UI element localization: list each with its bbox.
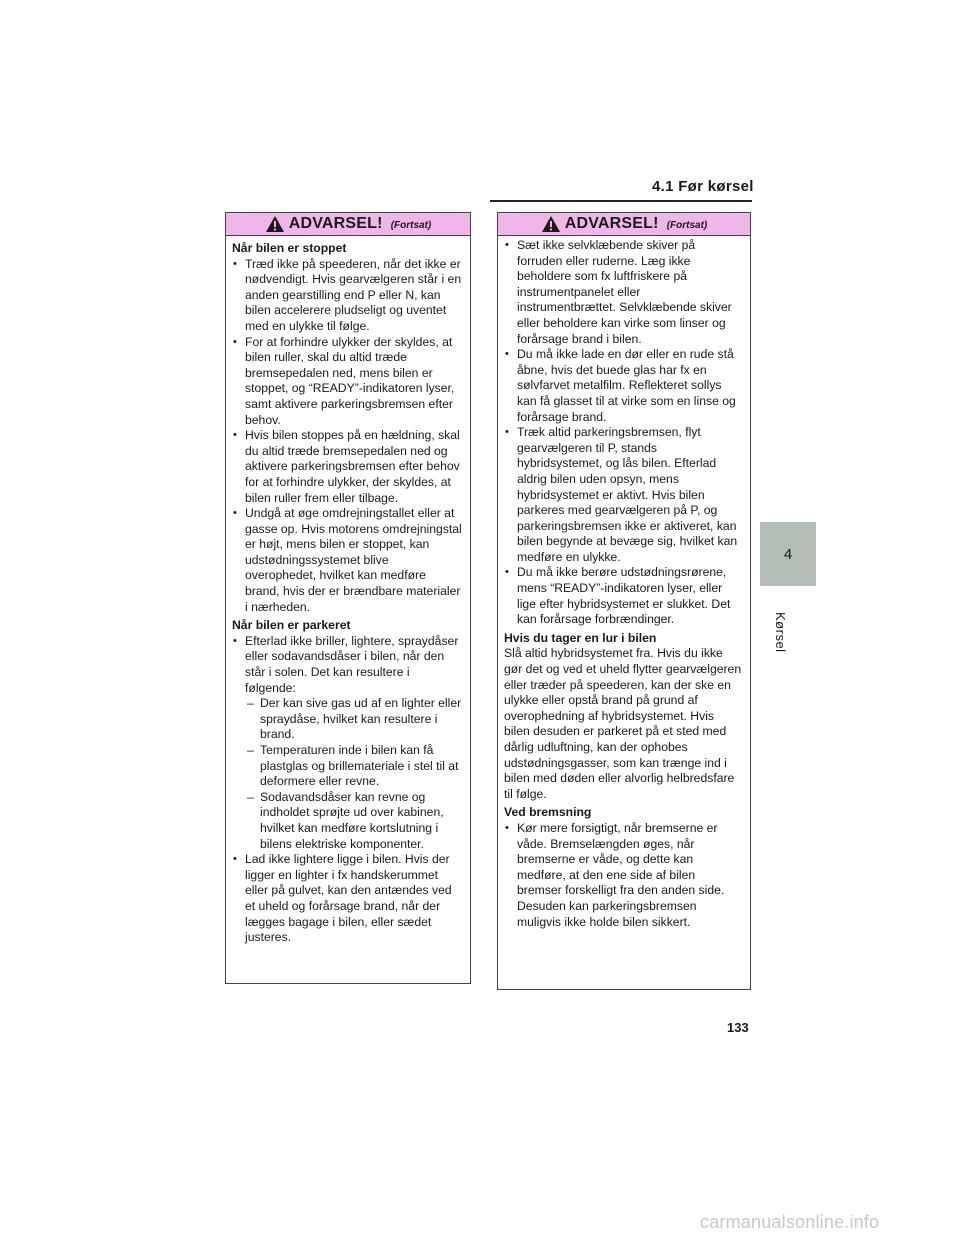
subheading: Hvis du tager en lur i bilen <box>504 630 657 645</box>
bullet-item: • Træk altid parkeringsbremsen, flyt gearvælgeren til P, stands hybridsystemet, og lås bilen. Efterlad aldrig bilen uden opsyn, mens hybridsystemet er aktivt. Hvis bilen parkeres med gearvælgeren på P, og parkeringsbremsen ikke er aktiveret, kan bilen begynde at bevæge sig, hvilket kan medføre en ulykke. <box>504 425 742 565</box>
warning-header <box>226 213 470 236</box>
bullet-text: Efterlad ikke briller, lightere, spraydåser eller sodavandsdåser i bilen, når den står i solen. Det kan resultere i følgende: <box>245 633 459 695</box>
warning-continued: (Fortsat) <box>666 220 708 231</box>
bullet-item: • Sæt ikke selvklæbende skiver på forruden eller ruderne. Læg ikke beholdere som fx luftfriskere på instrumentpanelet eller instrumentbrættet. Selvklæbende skiver eller beholdere kan virke som linser og forårsage brand i bilen. <box>504 238 742 347</box>
bullet-item: • Kør mere forsigtigt, når bremserne er våde. Bremselængden øges, når bremserne er våde, og dette kan medføre, at den ene side af bilen bremser forskelligt fra den anden side. Desuden kan parkeringsbremsen muligvis ikke holde bilen sikkert. <box>504 821 742 930</box>
bullet-item <box>232 634 462 852</box>
warning-title: ADVARSEL! <box>564 215 659 232</box>
chapter-number: 4 <box>783 545 793 563</box>
chapter-tab <box>760 522 816 586</box>
watermark: carmanualsonline.info <box>700 1212 880 1232</box>
warning-title: ADVARSEL! <box>288 215 383 232</box>
bullet-item: • Lad ikke lightere ligge i bilen. Hvis der ligger en lighter i fx handskerummet eller på gulvet, kan den antændes ved et uheld og forårsage brand, når der lægges bagage i bilen, eller sædet justeres. <box>232 852 462 946</box>
paragraph: Slå altid hybridsystemet fra. Hvis du ikke gør det og ved et uheld flytter gearvælgeren eller træder på speederen, kan der ske en ulykke eller opstå brand på grund af overophedning af hybridsystemet. Hvis bilen desuden er parkeret på et sted med dårlig udluftning, kan der ophobes udstødningsgasser, som kan trænge ind i bilen med døden eller alvorlig helbredsfare til følge. <box>504 646 742 801</box>
chapter-label: Kørsel <box>773 612 788 653</box>
warning-box-right <box>497 212 751 990</box>
warning-header <box>498 213 750 236</box>
subheading: Når bilen er stoppet <box>232 241 347 255</box>
header-rule <box>490 200 752 202</box>
dash-item: – Der kan sive gas ud af en lighter eller spraydåse, hvilket kan resultere i brand. <box>247 696 462 743</box>
section-header: 4.1 Før kørsel <box>652 178 754 195</box>
bullet-item: • Undgå at øge omdrejningstallet eller at gasse op. Hvis motorens omdrejningstal er højt, mens bilen er stoppet, kan udstødningssystemet blive overophedet, hvilket kan medføre brand, hvis der er brændbare materialer i nærheden. <box>232 506 462 615</box>
subheading: Ved bremsning <box>504 805 592 820</box>
warning-continued: (Fortsat) <box>390 220 432 231</box>
page-number: 133 <box>727 1020 749 1035</box>
dash-item: – Temperaturen inde i bilen kan få plastglas og brillemateriale i stel til at deformere eller revne. <box>247 743 462 790</box>
subheading: Når bilen er parkeret <box>232 618 351 633</box>
dash-item: – Sodavandsdåser kan revne og indholdet sprøjte ud over kabinen, hvilket kan medføre kortslutning i bilens elektriske komponenter. <box>247 790 462 852</box>
warning-triangle-icon <box>541 215 561 233</box>
bullet-item: • Træd ikke på speederen, når det ikke er nødvendigt. Hvis gearvælgeren står i en anden gearstilling end P eller N, kan bilen accelerere pludseligt og uventet med en ulykke til følge. <box>232 257 462 335</box>
bullet-item: • Du må ikke lade en dør eller en rude stå åbne, hvis det buede glas har fx en sølvfarvet metalfilm. Reflekteret sollys kan få glasset til at virke som en linse og forårsage brand. <box>504 347 742 425</box>
bullet-item: • Hvis bilen stoppes på en hældning, skal du altid træde bremsepedalen ned og aktivere parkeringsbremsen efter behov for at forhindre ulykker, der skyldes, at bilen ruller frem eller tilbage. <box>232 428 462 506</box>
bullet-item: • Du må ikke berøre udstødningsrørene, mens “READY”-indikatoren lyser, eller lige efter hybridsystemet er slukket. Det kan forårsage forbrændinger. <box>504 565 742 627</box>
warning-triangle-icon <box>265 215 285 233</box>
warning-box-left <box>225 212 471 984</box>
bullet-item: • For at forhindre ulykker der skyldes, at bilen ruller, skal du altid træde bremsepedalen ned, mens bilen er stoppet, og “READY”-indikatoren lyser, samt aktivere parkeringsbremsen efter behov. <box>232 335 462 429</box>
